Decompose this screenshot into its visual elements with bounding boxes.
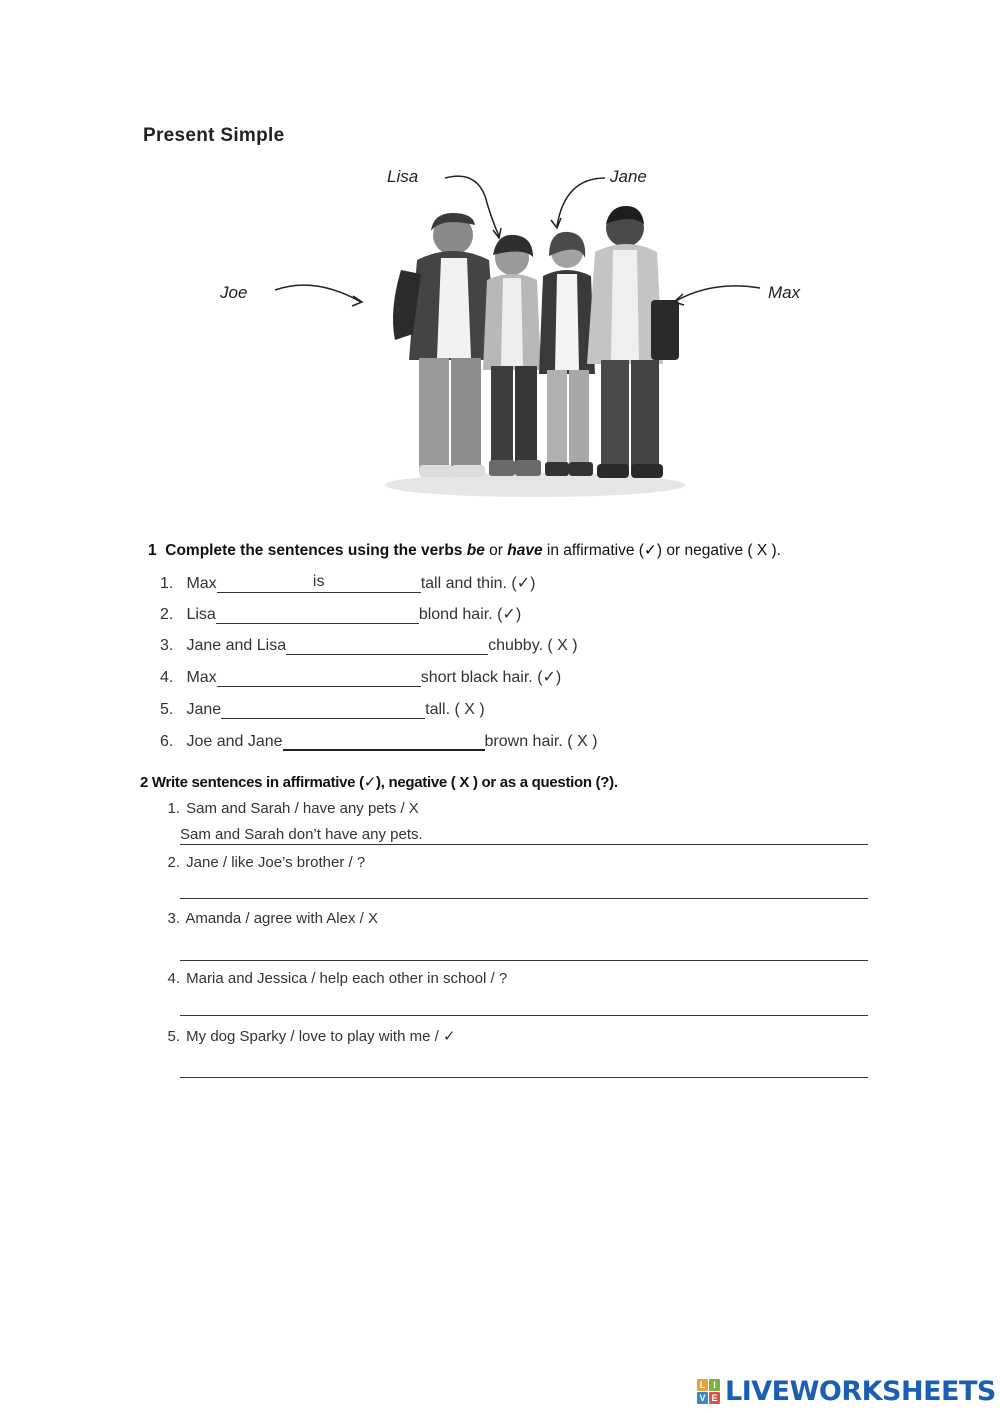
- liveworksheets-logo[interactable]: [697, 1376, 996, 1407]
- exercise2-prompt-4: 4. Maria and Jessica / help each other in school / ?: [167, 970, 508, 987]
- arrow-jane: [557, 178, 605, 226]
- exercise2-instruction: 2 Write sentences in affirmative (✓), negative ( X ) or as a question (?).: [140, 774, 618, 791]
- label-joe: Joe: [220, 283, 248, 302]
- exercise2-prompt-2: 2. Jane / like Joe’s brother / ?: [167, 854, 366, 871]
- exercise2-number: 2: [140, 774, 149, 791]
- answer-gap-3[interactable]: [286, 636, 488, 655]
- arrow-joe: [275, 285, 361, 302]
- person-lisa: [483, 235, 541, 476]
- logo-icon: L I V E: [697, 1379, 721, 1405]
- exercise2-answer-3[interactable]: [180, 940, 868, 961]
- exercise1-instruction: 1 Complete the sentences using the verbs be or have in affirmative (✓) or negative ( X ).: [148, 542, 781, 559]
- exercise2-answer-2[interactable]: [180, 878, 868, 899]
- answer-gap-4[interactable]: [217, 668, 421, 687]
- answer-gap-1[interactable]: is: [217, 574, 421, 593]
- answer-gap-6[interactable]: [283, 731, 485, 751]
- page-title: Present Simple: [143, 125, 285, 146]
- exercise1-item-3: 3. Jane and Lisa chubby. ( X ): [160, 637, 578, 654]
- exercise1-item-6: 6. Joe and Jane brown hair. ( X ): [160, 733, 598, 750]
- exercise2-prompt-3: 3. Amanda / agree with Alex / X: [167, 910, 378, 927]
- exercise2-answer-1[interactable]: Sam and Sarah don’t have any pets.: [180, 824, 868, 845]
- exercise1-number: 1: [148, 542, 157, 559]
- exercise1-item-4: 4. Max short black hair. (✓): [160, 669, 562, 686]
- person-max: [587, 206, 679, 478]
- arrow-max: [674, 286, 760, 302]
- label-jane: Jane: [610, 167, 647, 186]
- exercise1-item-1: 1. Max is tall and thin. (✓): [160, 573, 536, 592]
- exercise1-item-2: 2. Lisa blond hair. (✓): [160, 606, 522, 623]
- exercise2-prompt-5: 5. My dog Sparky / love to play with me / ✓: [167, 1028, 456, 1045]
- students-photo: [205, 160, 825, 500]
- answer-gap-5[interactable]: [221, 700, 425, 719]
- answer-gap-2[interactable]: [216, 605, 419, 624]
- logo-text: LIVEWORKSHEETS: [725, 1376, 996, 1407]
- exercise1-item-5: 5. Jane tall. ( X ): [160, 701, 485, 718]
- exercise2-answer-5[interactable]: [180, 1057, 868, 1078]
- label-max: Max: [768, 283, 801, 302]
- verb-have: have: [507, 542, 543, 559]
- person-joe: [393, 213, 497, 477]
- verb-be: be: [466, 542, 485, 559]
- exercise2-answer-4[interactable]: [180, 995, 868, 1016]
- person-jane: [539, 232, 595, 476]
- exercise2-prompt-1: 1. Sam and Sarah / have any pets / X: [167, 800, 419, 817]
- label-lisa: Lisa: [387, 167, 419, 186]
